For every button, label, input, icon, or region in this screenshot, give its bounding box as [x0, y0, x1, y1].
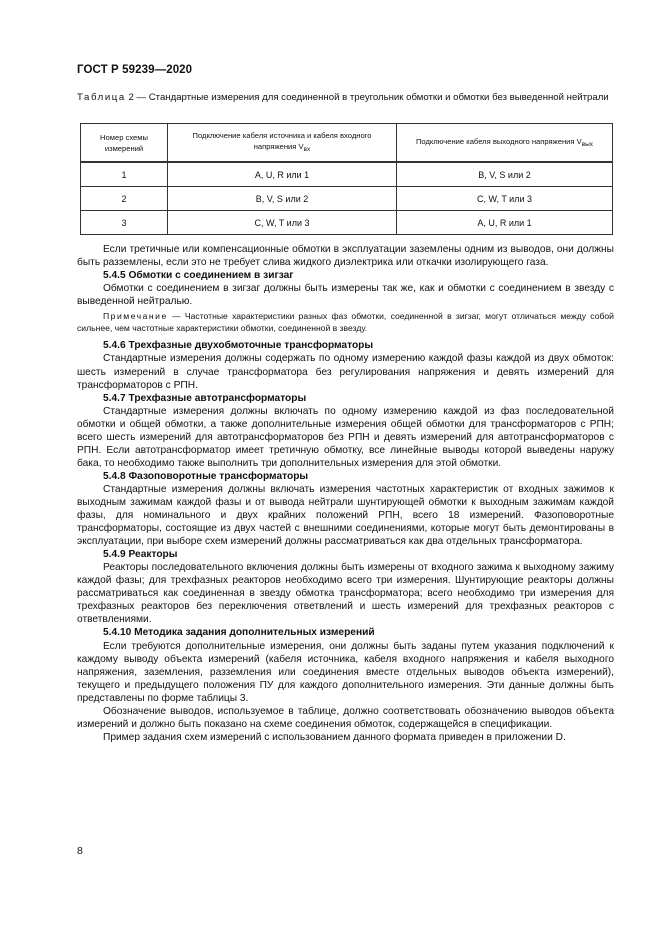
paragraph: Пример задания схем измерений с использованием данного формата приведен в приложении D. [103, 731, 566, 743]
note-label: Примечание [103, 311, 168, 322]
paragraph: Если требуются дополнительные измерения, они должны быть заданы путем указания подключений к каждому выводу объекта измерений (кабеля источника, кабеля входного напряжения и кабеля выходного напряжения, заземления, разземления или соединения вместе отдельных выводов объекта измерений), текущего и предыдущего положения ПУ для каждого дополнительного измерения. Эти данные должны быть представлены по форме таблицы 3. [77, 640, 614, 704]
measurements-table [80, 123, 613, 235]
table-row [81, 187, 613, 211]
section-heading-5-4-5: 5.4.5 Обмотки с соединением в зигзаг [103, 270, 294, 282]
header-output-connection: Подключение кабеля выходного напряжения $V_{вых}$ [397, 124, 613, 163]
table-caption-label: Таблица [77, 92, 126, 103]
document-body [77, 243, 614, 744]
cell-output: A, U, R или 1 [397, 211, 613, 235]
cell-input: B, V, S или 2 [168, 187, 397, 211]
cell-input: C, W, T или 3 [168, 211, 397, 235]
section-heading-5-4-9: 5.4.9 Реакторы [103, 549, 178, 561]
paragraph: Реакторы последовательного включения должны быть измерены от входного зажима к выходному зажиму каждой фазы; для трехфазных реакторов необходимо всего три измерения. Шунтирующие реакторы должны рассматриваться как соединенная в звезду обмотка трансформатора; всего необходимо три измерения для трехфазных реакторов без переключения ответвлений и шесть измерений для трехфазных реакторов с ответвлениями. [77, 562, 614, 626]
cell-output: C, W, T или 3 [397, 187, 613, 211]
table-caption [77, 92, 614, 105]
paragraph: Стандартные измерения должны содержать по одному измерению каждой фазы каждой из двух обмоток: шесть измерений в случае трансформатора без регулирования напряжения и девять измерений для трансформаторов с РПН. [77, 353, 614, 391]
paragraph: Обмотки с соединением в зигзаг должны быть измерены так же, как и обмотки с соединением в звезду с выведенной нейтралью. [77, 283, 614, 308]
table-row [81, 211, 613, 235]
page-number: 8 [77, 845, 83, 857]
header-input-connection: Подключение кабеля источника и кабеля входного напряжения $V_{вх}$ [168, 124, 397, 163]
paragraph: Если третичные или компенсационные обмотки в эксплуатации заземлены одним из выводов, они должны быть разземлены, если это не требует слива жидкого диэлектрика или откачки изолирующего газа. [77, 244, 614, 269]
note [77, 311, 614, 334]
table-caption-text: 2 — Стандартные измерения для соединенной в треугольник обмотки и обмотки без выведенной нейтрали [125, 92, 609, 103]
paragraph: Обозначение выводов, используемое в таблице, должно соответствовать обозначению выводов объекта измерений и должно быть показано на схеме соединения обмоток, содержащейся в спецификации. [77, 705, 614, 730]
cell-input: A, U, R или 1 [168, 162, 397, 187]
section-heading-5-4-7: 5.4.7 Трехфазные автотрансформаторы [103, 392, 307, 404]
section-heading-5-4-10: 5.4.10 Методика задания дополнительных измерений [103, 627, 375, 639]
cell-num: 2 [81, 187, 168, 211]
cell-output: B, V, S или 2 [397, 162, 613, 187]
table-header-row [81, 124, 613, 163]
paragraph: Стандартные измерения должны включать измерения частотных характеристик от входных зажимов к выходным зажимам каждой фазы и от вывода нейтрали шунтирующей обмотки к выходным зажимам каждой фазы, для номинального и двух крайних положений РПН, всего 18 измерений. Фазоповоротные трансформаторы, состоящие из двух частей с внешними соединениями, которые могут быть демонтированы в эксплуатации, при выборе схем измерений должны рассматриваться как два отдельных трансформатора. [77, 483, 614, 548]
section-heading-5-4-8: 5.4.8 Фазоповоротные трансформаторы [103, 470, 309, 482]
cell-num: 3 [81, 211, 168, 235]
cell-num: 1 [81, 162, 168, 187]
section-heading-5-4-6: 5.4.6 Трехфазные двухобмоточные трансформаторы [103, 340, 374, 352]
table-row [81, 162, 613, 187]
note-text: — Частотные характеристики разных фаз обмотки, соединенной в зигзаг, могут отличаться между собой сильнее, чем частотные характеристики обмотки, соединенной в звезду. [77, 311, 614, 333]
paragraph: Стандартные измерения должны включать по одному измерению каждой из фаз последовательной обмотки и общей обмотки, а также дополнительные измерения общей обмотки для трансформаторов с РПН; всего шесть измерений для автотрансформаторов без РПН и девять измерений для автотрансформаторов с РПН. Если автотрансформатор имеет третичную обмотку, все линейные выводы которой выведены наружу бака, то необходимо также выполнить три дополнительных измерения для этой обмотки. [77, 405, 614, 469]
header-scheme-number: Номер схемы измерений [81, 124, 168, 163]
document-header: ГОСТ Р 59239—2020 [77, 64, 193, 76]
